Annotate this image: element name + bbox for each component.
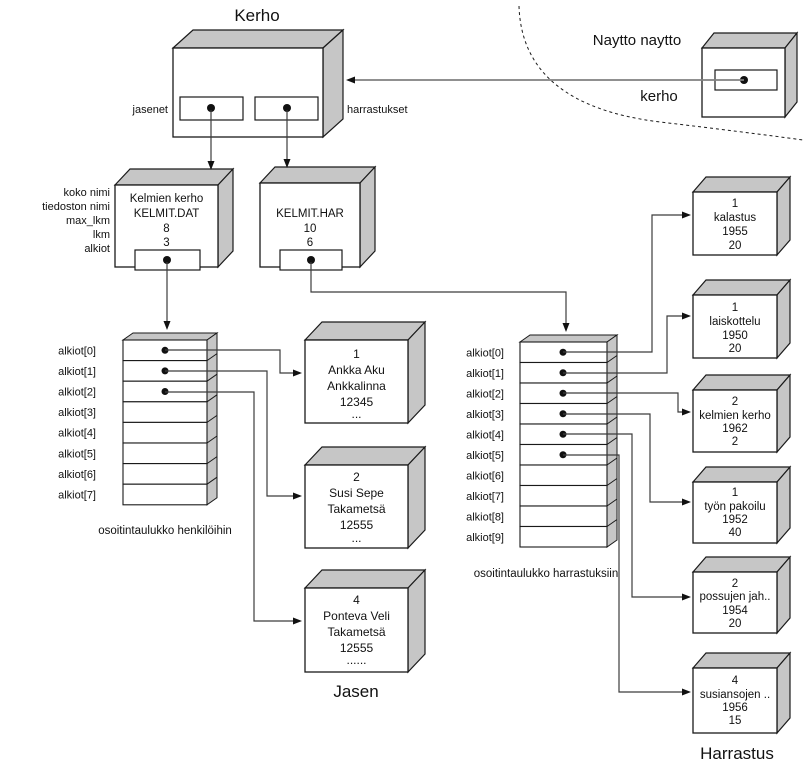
array-cell	[520, 486, 607, 507]
array-cell-label: alkiot[3]	[466, 408, 504, 421]
array-cell-label: alkiot[2]	[58, 386, 96, 399]
arrow-alkiot0-to-kalastus	[563, 212, 691, 353]
cube-text-line: 2	[731, 436, 739, 448]
kelmit-har-box	[260, 167, 375, 270]
cube-text-line: Kelmien kerho	[129, 193, 204, 205]
array-cell-label: alkiot[1]	[466, 367, 504, 380]
cube-text-line: 1952	[722, 514, 748, 526]
naytto-kerho-label: kerho	[640, 88, 678, 105]
array-cell-label: alkiot[3]	[58, 407, 96, 420]
arrowhead-icon	[682, 594, 691, 601]
array-cell	[520, 465, 607, 486]
cube-text-line: 2	[353, 470, 360, 484]
cube-face-front	[173, 48, 323, 137]
jasen-box-3	[305, 570, 425, 672]
cube-text-line: 2	[731, 578, 739, 590]
naytto-box	[702, 33, 797, 117]
cube-face-top	[693, 467, 790, 482]
array-cell-label: alkiot[4]	[58, 427, 96, 440]
cube-text-line: Takametsä	[327, 502, 386, 516]
harrastus-box-4	[693, 467, 790, 543]
cube-text-line: 1	[731, 198, 739, 210]
cube-text-line: 1	[353, 347, 360, 361]
cube-face-top	[693, 557, 790, 572]
arrowhead-icon	[563, 323, 570, 332]
cube-text-line: 4	[353, 593, 360, 607]
arrow-dat-to-array	[164, 262, 171, 330]
field-lkm: lkm	[92, 229, 110, 241]
array-cell-label: alkiot[5]	[58, 448, 96, 461]
cube-text-line: 1954	[722, 605, 748, 617]
kelmit-dat-box	[115, 169, 233, 270]
array-cell-label: alkiot[6]	[466, 470, 504, 483]
cube-text-line: 1	[731, 302, 739, 314]
array-cell-label: alkiot[1]	[58, 365, 96, 378]
cube-text-line: possujen jah..	[699, 591, 771, 603]
jasen-box-2	[305, 447, 425, 548]
array-cell	[123, 484, 207, 505]
jasenet-label: jasenet	[132, 104, 168, 116]
array-cell	[123, 464, 207, 485]
cube-face-top	[260, 167, 375, 183]
cube-text-line: 20	[728, 240, 742, 252]
cube-face-right	[777, 653, 790, 733]
cube-text-line: 1956	[722, 702, 748, 714]
cube-text-line: Susi Sepe	[329, 486, 384, 500]
cube-face-top	[693, 375, 790, 390]
cube-text-line: ......	[346, 653, 367, 667]
cube-text-line: laiskottelu	[709, 316, 761, 328]
cube-text-line: 4	[731, 675, 739, 687]
array-cell	[123, 443, 207, 464]
arrowhead-icon	[293, 618, 302, 625]
array-cell	[520, 506, 607, 527]
cube-text-line: kalastus	[713, 212, 757, 224]
field-koko-nimi: koko nimi	[63, 187, 110, 199]
kerho-title: Kerho	[234, 6, 280, 25]
cube-text-line: 20	[728, 618, 742, 630]
pointer-array-harrastuksiin	[466, 335, 617, 547]
cube-face-right	[408, 570, 425, 672]
array-cell-label: alkiot[0]	[58, 345, 96, 358]
cube-text-line: työn pakoilu	[704, 501, 766, 513]
cube-text-line: Ankka Aku	[328, 363, 385, 377]
harrastus-box-6	[693, 653, 790, 733]
cube-face-top	[702, 33, 797, 48]
jasen-caption: Jasen	[333, 682, 379, 701]
field-alkiot: alkiot	[84, 243, 110, 255]
cube-face-top	[305, 447, 425, 465]
cube-face-right	[323, 30, 343, 137]
arrowhead-icon	[682, 212, 691, 219]
connector-line	[563, 215, 682, 352]
cube-face-top	[173, 30, 343, 48]
array-cell-label: alkiot[7]	[58, 489, 96, 502]
field-tiedoston-nimi: tiedoston nimi	[42, 201, 110, 213]
array-cell-label: alkiot[7]	[466, 490, 504, 503]
connector-line	[311, 262, 566, 323]
cube-face-right	[218, 169, 233, 267]
cube-face-top	[305, 322, 425, 340]
cube-face-top	[693, 177, 790, 192]
arrowhead-icon	[346, 77, 355, 84]
arrowhead-icon	[293, 370, 302, 377]
cube-face-right	[408, 447, 425, 548]
cube-text-line: 1962	[722, 423, 748, 435]
cube-face-right	[360, 167, 375, 267]
caption-henkiloihin: osoitintaulukko henkilöihin	[98, 525, 232, 537]
array-cell-label: alkiot[5]	[466, 449, 504, 462]
array-cell	[520, 527, 607, 548]
cube-text-line: 2	[731, 396, 739, 408]
harrastukset-label: harrastukset	[347, 104, 408, 116]
harrastus-box-2	[693, 280, 790, 358]
cube-text-line: 3	[163, 237, 170, 249]
cube-text-line: 12555	[339, 518, 374, 532]
cube-text-line: ...	[351, 407, 362, 421]
cube-text-line: susiansojen ..	[699, 689, 771, 701]
cube-text-line: 12555	[339, 641, 374, 655]
cube-face-top	[115, 169, 233, 185]
arrowhead-icon	[682, 689, 691, 696]
array-cell-label: alkiot[2]	[466, 388, 504, 401]
arrowhead-icon	[293, 493, 302, 500]
array-cell-label: alkiot[0]	[466, 347, 504, 360]
array-cell-label: alkiot[6]	[58, 468, 96, 481]
array-cell-label: alkiot[9]	[466, 531, 504, 544]
arrowhead-icon	[682, 313, 691, 320]
cube-text-line: 6	[306, 237, 314, 249]
harrastus-box-3	[693, 375, 790, 452]
pointer-array-henkiloihin	[58, 333, 217, 505]
cube-text-line: KELMIT.DAT	[133, 208, 200, 220]
arrow-naytto-to-kerho	[346, 77, 744, 84]
jasen-box-1	[305, 322, 425, 423]
arrowhead-icon	[164, 321, 171, 330]
array-cell	[123, 402, 207, 423]
cube-face-top	[305, 570, 425, 588]
cube-text-line: 1955	[722, 226, 748, 238]
array-cell-label: alkiot[4]	[466, 429, 504, 442]
cube-text-line: Ponteva Veli	[323, 609, 390, 623]
array-cell-label: alkiot[8]	[466, 511, 504, 524]
arrowhead-icon	[682, 409, 691, 416]
cube-text-line: 20	[728, 343, 742, 355]
caption-harrastuksiin: osoitintaulukko harrastuksiin	[473, 568, 619, 580]
cube-text-line: 8	[163, 223, 170, 235]
cube-face-right	[408, 322, 425, 423]
cube-text-line: 40	[728, 527, 742, 539]
harrastus-caption: Harrastus	[700, 744, 774, 763]
cube-text-line: Ankkalinna	[327, 379, 386, 393]
cube-text-line: ...	[351, 531, 362, 545]
cube-text-line: Takametsä	[327, 625, 386, 639]
kerho-box	[173, 30, 343, 137]
cube-text-line: 10	[303, 223, 317, 235]
array-cell	[123, 422, 207, 443]
cube-face-top	[693, 653, 790, 668]
cube-text-line: kelmien kerho	[699, 410, 771, 422]
harrastus-box-5	[693, 557, 790, 633]
arrowhead-icon	[682, 499, 691, 506]
array-face-top	[520, 335, 617, 342]
array-face-top	[123, 333, 217, 340]
cube-face-right	[785, 33, 797, 117]
cube-text-line: 12345	[339, 395, 374, 409]
cube-text-line: 1950	[722, 330, 748, 342]
cube-face-top	[693, 280, 790, 295]
cube-text-line: 15	[728, 715, 742, 727]
field-max-lkm: max_lkm	[65, 215, 110, 227]
cube-text-line: KELMIT.HAR	[276, 208, 344, 220]
harrastus-box-1	[693, 177, 790, 255]
naytto-title: Naytto naytto	[592, 32, 682, 49]
cube-text-line: 1	[731, 487, 739, 499]
